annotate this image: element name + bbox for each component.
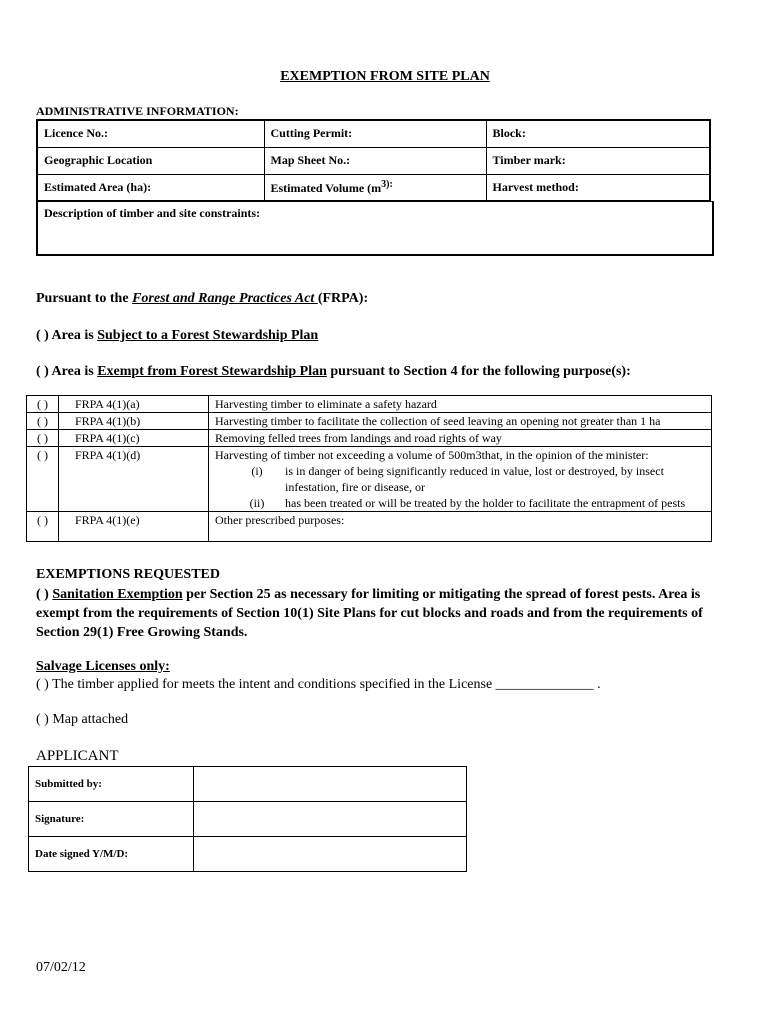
admin-info-table <box>36 119 711 202</box>
signature-field[interactable] <box>194 802 467 837</box>
purpose-description-text: Harvesting of timber not exceeding a volume of 500m3that, in the opinion of the minister: <box>215 448 649 462</box>
exemptions-text: per Section 25 as necessary for limiting or mitigating the spread of forest pests. Area is exempt from the requirements of Section 10(1) Site Plans for cut blocks and roads and from the requirements of Section 29(1) Free Growing Stands. <box>36 587 703 640</box>
purpose-table <box>26 395 712 542</box>
pursuant-statement <box>36 291 368 307</box>
licence-no-field[interactable]: Licence No.: <box>37 120 264 147</box>
footer-date: 07/02/12 <box>36 960 86 975</box>
option-subject-label: Subject to a Forest Stewardship Plan <box>97 328 319 343</box>
harvest-method-field[interactable]: Harvest method: <box>486 174 710 201</box>
purpose-subitem <box>215 463 707 495</box>
purpose-code: FRPA 4(1)(a) <box>59 396 209 413</box>
purpose-description: Other prescribed purposes: <box>215 513 345 527</box>
table-row <box>27 447 712 512</box>
signature-label: Signature: <box>29 802 194 837</box>
table-row <box>27 430 712 447</box>
subitem-text: has been treated or will be treated by the holder to facilitate the entrapment of pests <box>285 496 686 510</box>
estimated-area-field[interactable]: Estimated Area (ha): <box>37 174 264 201</box>
purpose-description: Removing felled trees from landings and road rights of way <box>209 430 712 447</box>
option-subject-checkbox[interactable]: ( ) Area is <box>36 328 98 343</box>
volume-superscript: 3): <box>381 178 393 190</box>
page-title: EXEMPTION FROM SITE PLAN <box>280 69 490 84</box>
exemptions-heading: EXEMPTIONS REQUESTED <box>36 567 220 582</box>
applicant-table <box>28 766 467 872</box>
purpose-code: FRPA 4(1)(b) <box>59 413 209 430</box>
option-exempt-suffix: pursuant to Section 4 for the following purpose(s): <box>326 364 631 379</box>
purpose-description <box>209 447 712 512</box>
submitted-by-field[interactable] <box>194 767 467 802</box>
purpose-code: FRPA 4(1)(e) <box>59 512 209 542</box>
act-name: Forest and Range Practices Act <box>132 291 318 306</box>
subitem-number: (i) <box>251 464 263 478</box>
table-row <box>27 413 712 430</box>
purpose-checkbox[interactable]: ( ) <box>27 447 59 512</box>
option-exempt-checkbox[interactable]: ( ) Area is <box>36 364 98 379</box>
admin-section-label: ADMINISTRATIVE INFORMATION: <box>36 104 239 118</box>
timber-mark-field[interactable]: Timber mark: <box>486 147 710 174</box>
purpose-code: FRPA 4(1)(d) <box>59 447 209 512</box>
cutting-permit-field[interactable]: Cutting Permit: <box>264 120 486 147</box>
admin-row <box>37 147 710 174</box>
option-subject-fsp[interactable] <box>36 328 318 344</box>
exemptions-body <box>36 585 716 642</box>
purpose-checkbox[interactable]: ( ) <box>27 413 59 430</box>
table-row <box>29 802 467 837</box>
salvage-heading: Salvage Licenses only: <box>36 659 170 674</box>
description-field[interactable] <box>36 201 714 256</box>
option-exempt-label: Exempt from Forest Stewardship Plan <box>97 364 327 379</box>
map-attached-option[interactable]: ( ) Map attached <box>36 712 129 727</box>
estimated-volume-field[interactable] <box>264 174 486 201</box>
applicant-heading: APPLICANT <box>36 748 119 764</box>
purpose-description: Harvesting timber to facilitate the collection of seed leaving an opening not greater than 1 ha <box>209 413 712 430</box>
sanitation-exemption-label: Sanitation Exemption <box>52 587 183 602</box>
option-exempt-fsp[interactable] <box>36 364 631 380</box>
purpose-description: Harvesting timber to eliminate a safety hazard <box>209 396 712 413</box>
pursuant-prefix: Pursuant to the <box>36 291 133 306</box>
sanitation-checkbox[interactable]: ( ) <box>36 587 53 602</box>
salvage-statement[interactable]: ( ) The timber applied for meets the intent and conditions specified in the License ______________ . <box>36 677 601 692</box>
purpose-checkbox[interactable]: ( ) <box>27 430 59 447</box>
pursuant-suffix: (FRPA): <box>317 291 369 306</box>
purpose-subitem <box>215 495 707 511</box>
geographic-location-field[interactable]: Geographic Location <box>37 147 264 174</box>
map-sheet-field[interactable]: Map Sheet No.: <box>264 147 486 174</box>
purpose-checkbox[interactable]: ( ) <box>27 512 59 542</box>
estimated-volume-label: Estimated Volume (m <box>270 180 382 195</box>
purpose-code: FRPA 4(1)(c) <box>59 430 209 447</box>
description-label: Description of timber and site constraints: <box>44 206 261 220</box>
purpose-checkbox[interactable]: ( ) <box>27 396 59 413</box>
table-row <box>27 396 712 413</box>
submitted-by-label: Submitted by: <box>29 767 194 802</box>
date-signed-label: Date signed Y/M/D: <box>29 837 194 872</box>
date-signed-field[interactable] <box>194 837 467 872</box>
table-row <box>27 512 712 542</box>
admin-row <box>37 120 710 147</box>
subitem-number: (ii) <box>249 496 265 510</box>
block-field[interactable]: Block: <box>486 120 710 147</box>
subitem-text: is in danger of being significantly reduced in value, lost or destroyed, by insect infestation, fire or disease, or <box>285 464 664 494</box>
table-row <box>29 767 467 802</box>
admin-row <box>37 174 710 201</box>
table-row <box>29 837 467 872</box>
